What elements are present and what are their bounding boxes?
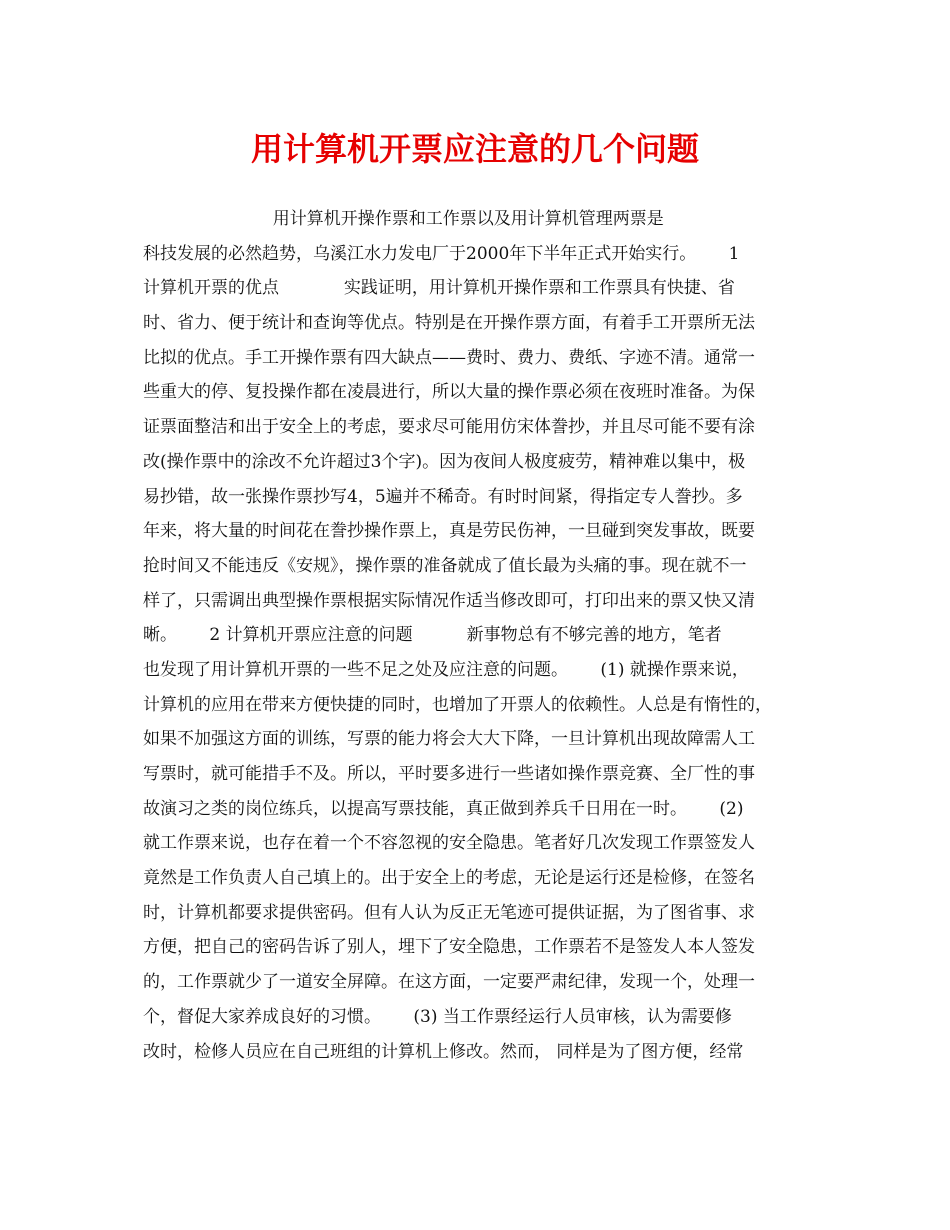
body-line: 易抄错，故一张操作票抄写4，5遍并不稀奇。有时时间紧，得指定专人誊抄。多 xyxy=(143,486,743,507)
body-line: 科技发展的必然趋势，乌溪江水力发电厂于2000年下半年正式开始实行。 1 xyxy=(143,243,740,264)
body-line: 个，督促大家养成良好的习惯。 (3) 当工作票经运行人员审核，认为需要修 xyxy=(143,1006,732,1027)
body-line: 比拟的优点。手工开操作票有四大缺点——费时、费力、费纸、字迹不清。通常一 xyxy=(143,347,755,368)
body-line: 晰。 2 计算机开票应注意的问题 新事物总有不够完善的地方，笔者 xyxy=(143,625,722,646)
body-line: 如果不加强这方面的训练，写票的能力将会大大下降，一旦计算机出现故障需人工 xyxy=(143,729,755,750)
body-line: 写票时，就可能措手不及。所以，平时要多进行一些诸如操作票竞赛、全厂性的事 xyxy=(143,764,755,784)
body-line: 方便，把自己的密码告诉了别人，埋下了安全隐患，工作票若不是签发人本人签发 xyxy=(143,937,755,958)
body-line: 抢时间又不能违反《安规》，操作票的准备就成了值长最为头痛的事。现在就不一 xyxy=(143,555,747,576)
body-line: 计算机开票的优点 实践证明，用计算机开操作票和工作票具有快捷、省 xyxy=(143,278,735,299)
body-line: 样了，只需调出典型操作票根据实际情况作适当修改即可，打印出来的票又快又清 xyxy=(143,590,755,611)
body-line: 竟然是工作负责人自己填上的。出于安全上的考虑，无论是运行还是检修，在签名 xyxy=(143,868,755,889)
body-line: 用计算机开操作票和工作票以及用计算机管理两票是 xyxy=(143,209,664,229)
body-line: 的，工作票就少了一道安全屏障。在这方面，一定要严肃纪律，发现一个，处理一 xyxy=(143,972,755,993)
body-line: 改(操作票中的涂改不允许超过3个字)。因为夜间人极度疲劳，精神难以集中，极 xyxy=(143,451,746,472)
body-line: 改时，检修人员应在自己班组的计算机上修改。然而， 同样是为了图方便，经常 xyxy=(143,1041,744,1062)
body-line: 时、省力、便于统计和查询等优点。特别是在开操作票方面，有着手工开票所无法 xyxy=(143,313,755,334)
body-line: 时，计算机都要求提供密码。但有人认为反正无笔迹可提供证据，为了图省事、求 xyxy=(143,902,755,923)
body-line: 些重大的停、复投操作都在凌晨进行，所以大量的操作票必须在夜班时准备。为保 xyxy=(143,382,755,403)
body-line: 证票面整洁和出于安全上的考虑，要求尽可能用仿宋体誊抄，并且尽可能不要有涂 xyxy=(143,417,755,438)
document-body xyxy=(143,202,823,1069)
body-line: 也发现了用计算机开票的一些不足之处及应注意的问题。 (1) 就操作票来说， xyxy=(143,659,749,680)
document-title: 用计算机开票应注意的几个问题 xyxy=(250,130,699,168)
body-line: 故演习之类的岗位练兵，以提高写票技能，真正做到养兵千日用在一时。 (2) xyxy=(143,798,744,819)
body-line: 就工作票来说，也存在着一个不容忽视的安全隐患。笔者好几次发现工作票签发人 xyxy=(143,833,755,854)
body-line: 年来，将大量的时间花在誊抄操作票上，真是劳民伤神，一旦碰到突发事故，既要 xyxy=(143,521,755,542)
body-line: 计算机的应用在带来方便快捷的同时，也增加了开票人的依赖性。人总是有惰性的， xyxy=(143,694,772,715)
